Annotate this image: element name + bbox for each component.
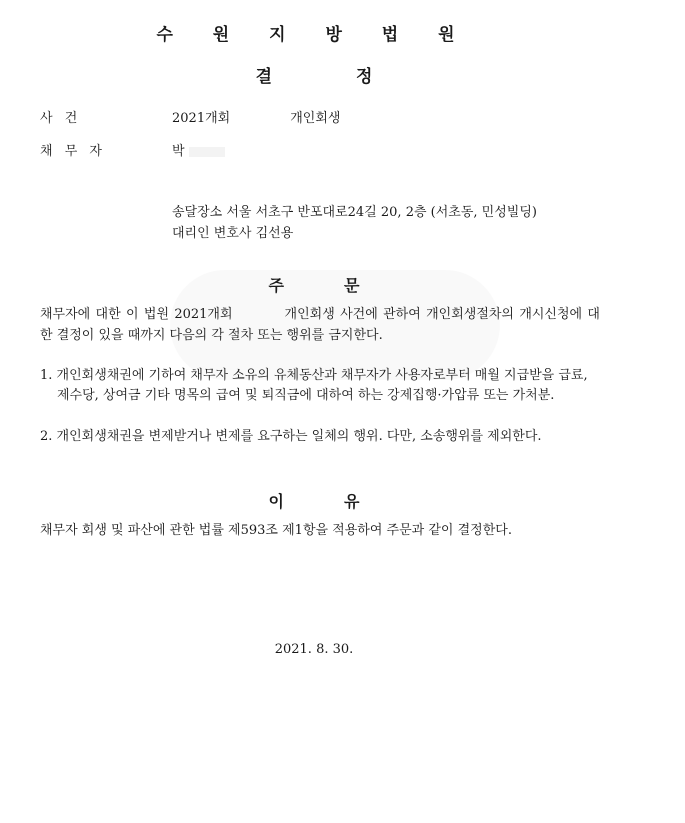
reason-heading: 이유	[268, 492, 420, 511]
document-type-title: 결정	[255, 67, 457, 87]
order-heading: 주문	[268, 276, 420, 295]
case-label: 사 건	[40, 111, 82, 126]
decision-date: 2021. 8. 30.	[274, 642, 354, 657]
case-number: 2021개회	[172, 111, 231, 126]
redaction-mark	[189, 147, 225, 157]
case-name: 개인회생	[290, 111, 341, 126]
case-number-row	[172, 107, 340, 126]
order-intro-part2: 개인회생 사건에 관하여 개인회생절차의 개시신청에 대한 결정이 있을 때까지 다음의 각 절차 또는 행위를 금지한다.	[40, 307, 600, 343]
debtor-row	[172, 140, 225, 159]
debtor-label: 채 무 자	[40, 144, 106, 159]
order-item-2: 2. 개인회생채권을 변제받거나 변제를 요구하는 일체의 행위. 다만, 소송행위를 제외한다.	[40, 429, 542, 444]
debtor-name: 박	[172, 144, 185, 159]
order-intro-part1: 채무자에 대한 이 법원 2021개회	[40, 307, 233, 322]
order-intro	[40, 304, 600, 346]
delivery-address: 송달장소 서울 서초구 반포대로24길 20, 2층 (서초동, 민성빌딩)	[172, 205, 537, 220]
order-item-1: 1. 개인회생채권에 기하여 채무자 소유의 유체동산과 채무자가 사용자로부터 매월 지급받을 급료, 제수당, 상여금 기타 명목의 급여 및 퇴직금에 대하여 하는 강제집행·가압류 또는 가처분.	[40, 368, 588, 403]
court-name: 수 원 지 방 법 원	[156, 25, 472, 45]
reason-text: 채무자 회생 및 파산에 관한 법률 제593조 제1항을 적용하여 주문과 같이 결정한다.	[40, 523, 512, 538]
legal-agent: 대리인 변호사 김선용	[172, 226, 294, 241]
